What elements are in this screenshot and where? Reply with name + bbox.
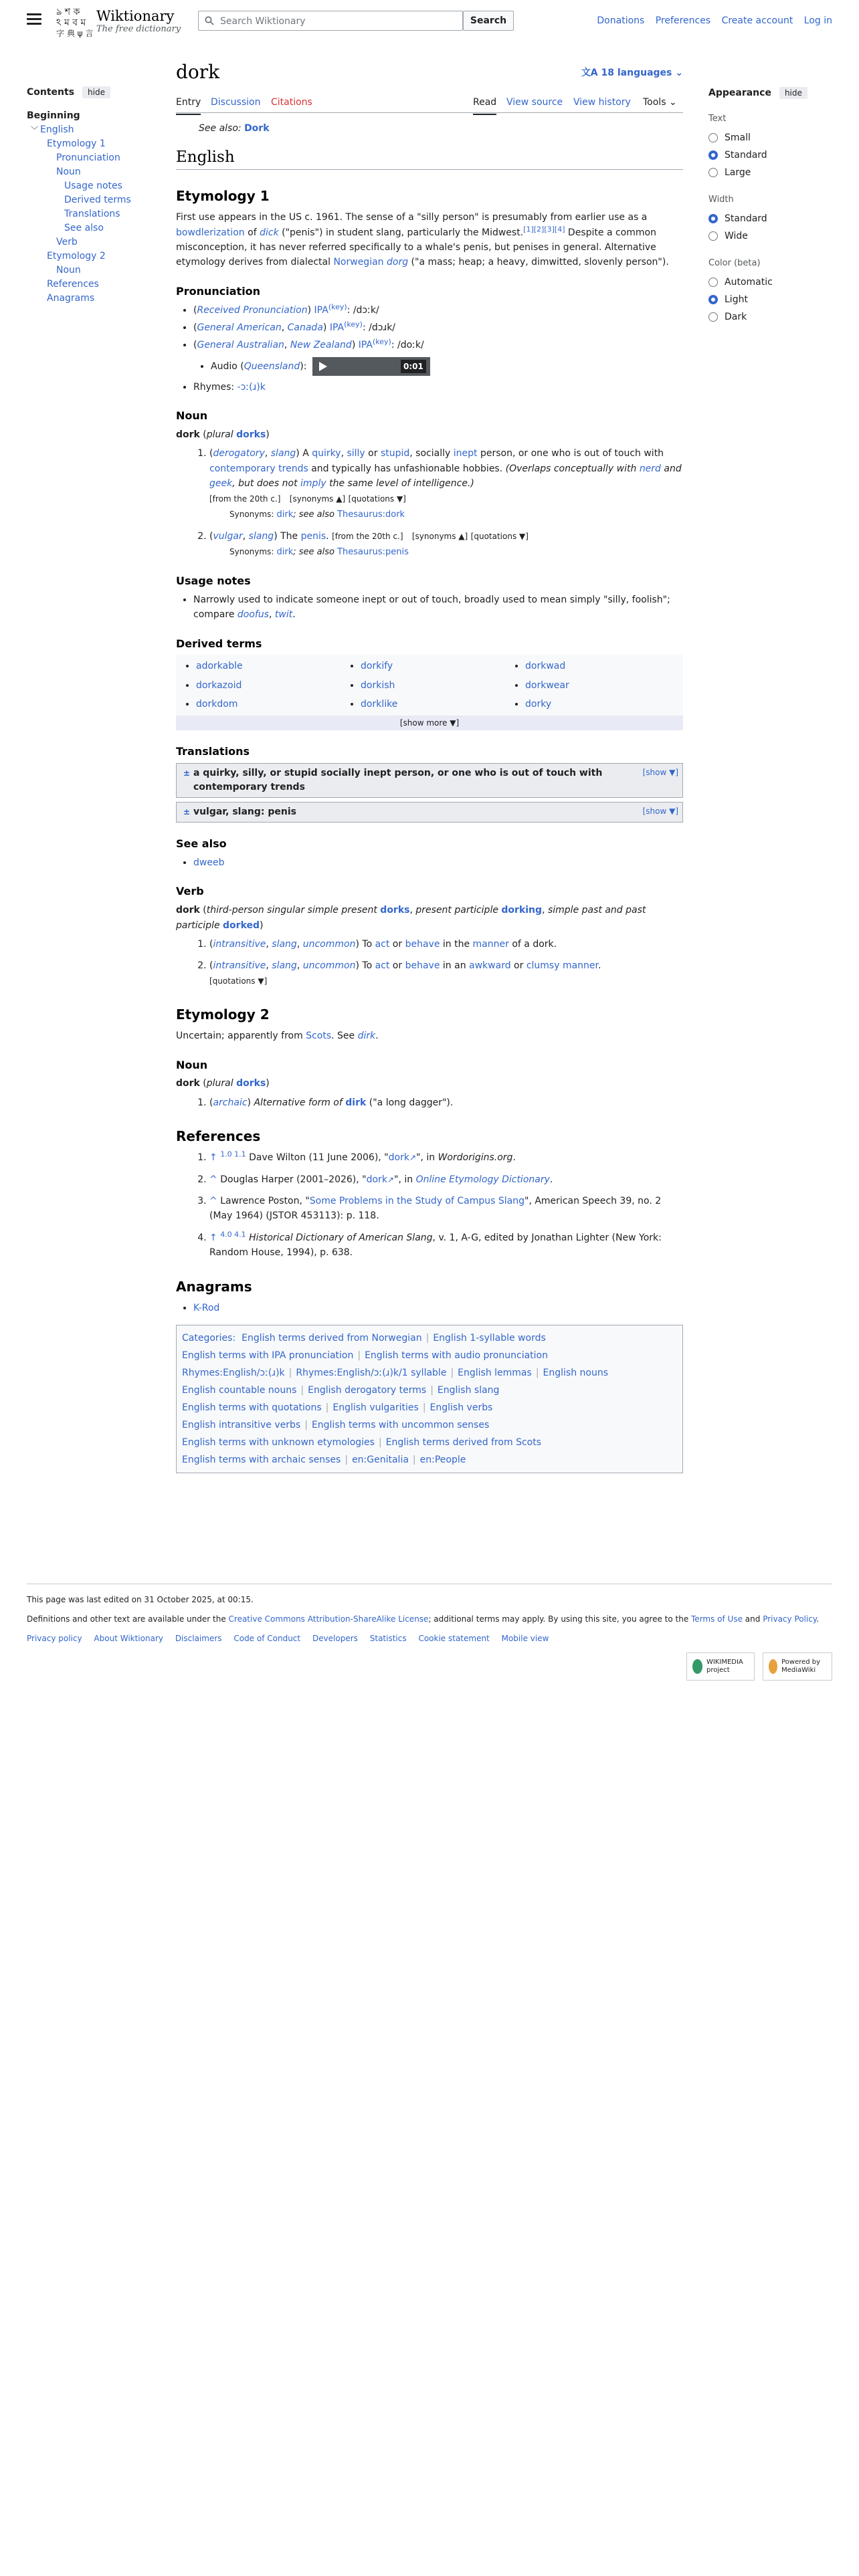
slang-link[interactable]: slang	[272, 939, 297, 950]
see-also-hatnote	[199, 121, 683, 136]
category-link[interactable]: English nouns	[543, 1367, 609, 1378]
etymology-1-text: First use appears in the US c. 1961. The sense of a "silly person" is presumably from earlier use as a bowdlerization of dick ("penis") in student slang, particularly the Midwest.[1][2][3][4] Despite a common misconception, it has never referred specifically to a whale's penis, but penises in general. Alternative etymology derives from dialectal Norwegian dorg ("a mass; heap; a heavy, dimwitted, slovenly person").	[176, 212, 669, 268]
create-account-link[interactable]: Create account	[721, 15, 793, 26]
footer-link[interactable]: Privacy policy	[27, 1634, 82, 1644]
derived-term-link[interactable]: dorkdom	[196, 699, 238, 710]
derived-term-link[interactable]: dorkwad	[525, 661, 566, 672]
thesaurus-penis-link[interactable]: Thesaurus:penis	[337, 547, 409, 558]
rp-link[interactable]: Received Pronunciation	[197, 304, 308, 316]
ipa-link[interactable]: IPA	[314, 304, 328, 316]
nerd-link[interactable]: nerd	[639, 463, 661, 474]
search-box	[198, 11, 463, 31]
svg-text:字 典 ψ 言: 字 典 ψ 言	[56, 29, 94, 38]
wikimedia-badge[interactable]: WIKIMEDIA project	[686, 1652, 755, 1681]
dweeb-link[interactable]: dweeb	[193, 857, 225, 869]
derived-term-link[interactable]: dorkify	[361, 661, 393, 672]
ipa-rp: /dɔːk/	[353, 304, 379, 316]
appearance-title: Appearance	[708, 88, 771, 98]
behave-link[interactable]: behave	[405, 939, 440, 950]
reference-1: 1. ↑ $^{1.0 1.1}$ Dave Wilton (11 June 2006), "dork↗", in Wordorigins.org.	[209, 1150, 683, 1165]
backlink-numbers[interactable]: 4.0 4.1	[220, 1230, 246, 1239]
wikimedia-logo-icon	[692, 1659, 702, 1674]
toc-item-beginning[interactable]: Beginning	[27, 110, 80, 121]
references-heading: References	[176, 1128, 261, 1145]
etymology-2-heading: Etymology 2	[176, 1006, 270, 1023]
synonyms-line: Synonyms: dirk; see also Thesaurus:penis	[229, 547, 409, 558]
verb-definitions	[176, 937, 683, 988]
imply-link[interactable]: imply	[300, 478, 326, 490]
anagrams-heading: Anagrams	[176, 1278, 252, 1295]
category-link[interactable]: English terms with uncommon senses	[311, 1419, 490, 1430]
tab-citations[interactable]: Citations	[271, 97, 312, 108]
dick-link[interactable]: dick	[260, 227, 279, 238]
ga-link[interactable]: General American	[197, 322, 282, 334]
act-link[interactable]: act	[375, 939, 390, 950]
backlink[interactable]: ↑	[209, 1152, 217, 1164]
usage-notes-heading: Usage notes	[176, 574, 251, 587]
derived-term-link[interactable]: dorkish	[361, 679, 395, 691]
dorks-link[interactable]: dorks	[236, 429, 266, 440]
site-title[interactable]: Wiktionary	[96, 8, 175, 24]
tab-read[interactable]: Read	[473, 95, 496, 115]
wiktionary-logo[interactable]	[55, 4, 94, 40]
footer-link[interactable]: Statistics	[369, 1634, 407, 1644]
derived-term-link[interactable]: dorkazoid	[196, 679, 242, 691]
toc-hide-button[interactable]: hide	[82, 86, 110, 98]
toc-item-derived-terms[interactable]: Derived terms	[64, 195, 131, 205]
see-also-link[interactable]: Dork	[244, 123, 270, 134]
category-link[interactable]: English terms derived from Scots	[385, 1436, 542, 1448]
derived-term-link[interactable]: dorklike	[361, 699, 398, 710]
chevron-down-icon: ⌄	[672, 68, 683, 78]
ipa-ga: /dɔɹk/	[369, 322, 396, 334]
audio-duration: 0:01	[401, 360, 426, 373]
definition-1: 1. (archaic) Alternative form of dirk ("a long dagger").	[209, 1095, 683, 1110]
dirk-link[interactable]: dirk	[276, 509, 294, 520]
list-item: • (Received Pronunciation) $IPA^{(key)}$: /dɔːk/	[193, 303, 683, 318]
reference-3: 3. ^ Lawrence Poston, "Some Problems in the Study of Campus Slang", American Speech 39, no. 2 (May 1964) (JSTOR 453113): p. 118.	[209, 1194, 683, 1224]
text-size-group	[708, 112, 842, 181]
toc-item-noun-2[interactable]: Noun	[56, 265, 81, 276]
backlink[interactable]: ^	[209, 1174, 217, 1185]
tab-view-source[interactable]: View source	[506, 97, 563, 108]
search-input[interactable]	[219, 12, 462, 31]
color-group	[708, 257, 842, 326]
geek-link[interactable]: geek	[209, 478, 233, 490]
reference-2: 2. ^ Douglas Harper (2001–2026), "dork↗", in Online Etymology Dictionary.	[209, 1172, 683, 1187]
pronunciation-heading: Pronunciation	[176, 284, 261, 298]
tab-entry[interactable]: Entry	[176, 95, 201, 115]
clumsy-link[interactable]: clumsy	[526, 960, 560, 972]
category-link[interactable]: English terms derived from Norwegian	[242, 1332, 422, 1344]
svg-text:ঽ ম ব ম: ঽ ম ব ম	[56, 17, 86, 28]
noun-heading: Noun	[176, 409, 208, 423]
list-item	[193, 855, 683, 870]
category-link[interactable]: English derogatory terms	[308, 1384, 427, 1396]
backlink-numbers[interactable]: 1.0 1.1	[220, 1150, 246, 1159]
category-link[interactable]: English countable nouns	[182, 1384, 297, 1396]
search-button[interactable]: Search	[463, 11, 514, 31]
slang-link[interactable]: slang	[270, 448, 296, 459]
au-link[interactable]: General Australian	[197, 340, 284, 351]
footer-links	[27, 1632, 832, 1645]
manner-link[interactable]: manner	[562, 960, 599, 972]
log-in-link[interactable]: Log in	[803, 15, 832, 26]
usage-notes-list	[176, 593, 683, 623]
translation-gloss: vulgar, slang: penis	[193, 807, 296, 818]
category-link[interactable]: Rhymes:English/ɔː(ɹ)k	[182, 1367, 285, 1378]
chevron-down-icon: ⌄	[668, 97, 677, 108]
dorg-link[interactable]: dorg	[387, 257, 409, 268]
intransitive-link[interactable]: intransitive	[213, 939, 266, 950]
category-link[interactable]: en:People	[419, 1454, 466, 1465]
definition-2: 2. (intransitive, slang, uncommon) To act or behave in an awkward or clumsy manner. [quotations ▼]	[209, 958, 683, 988]
verb-heading: Verb	[176, 885, 204, 898]
dorking-link[interactable]: dorking	[501, 905, 543, 916]
footer-link[interactable]: Disclaimers	[175, 1634, 222, 1644]
language-heading: English	[176, 148, 683, 170]
main-menu-icon[interactable]	[27, 13, 41, 25]
license-text: Definitions and other text are available under the Creative Commons Attribution-ShareAlike License; additional terms may apply. By using this site, you agree to the Terms of Use and Privacy Policy.	[27, 1614, 820, 1624]
stupid-link[interactable]: stupid	[380, 448, 410, 459]
translate-icon: 文A	[581, 68, 601, 78]
slang-link[interactable]: slang	[248, 530, 274, 542]
toc-item-pronunciation[interactable]: Pronunciation	[56, 152, 120, 163]
width-group	[708, 193, 842, 245]
external-link-icon: ↗	[409, 1153, 417, 1163]
quirky-link[interactable]: quirky	[312, 448, 341, 459]
verb-headword-line: dork (third-person singular simple present dorks, present participle dorking, simple past and past participle dorked)	[176, 905, 646, 931]
intransitive-link[interactable]: intransitive	[213, 960, 266, 972]
synonyms-toggle[interactable]: [synonyms ▲]	[411, 531, 468, 541]
references-list	[176, 1150, 683, 1260]
noun-2-headword-line: dork (plural dorks)	[176, 1078, 270, 1089]
derogatory-link[interactable]: derogatory	[213, 448, 265, 459]
ipa-au: /doːk/	[397, 340, 424, 351]
categories-box: Categories: English terms derived from Norwegian | English 1-syllable words English terms with IPA pronunciation | English terms with audio pronunciation Rhymes:English/ɔː(ɹ)k | Rhymes:English/ɔː(ɹ)k/1 syllable | English lemmas | English nouns English countable nouns | English derogatory terms | English slang English terms with quotations | English vulgarities | English verbs English intransitive verbs | English terms with uncommon senses English terms with unknown etymologies | English terms derived from Scots English terms with archaic senses | en:Genitalia | en:People	[176, 1325, 683, 1473]
canada-link[interactable]: Canada	[287, 322, 323, 334]
definition-2: 2. (vulgar, slang) The penis. [from the 20th c.] [synonyms ▲] [quotations ▼] Synonyms: dirk; see also Thesaurus:penis	[209, 529, 683, 560]
category-link[interactable]: English intransitive verbs	[182, 1419, 301, 1430]
toc-item-anagrams[interactable]: Anagrams	[47, 293, 95, 304]
date-note: [from the 20th c.]	[209, 494, 281, 504]
show-more-button[interactable]: [show more ▼]	[176, 716, 683, 730]
category-link[interactable]: English vulgarities	[332, 1402, 419, 1413]
footer-link[interactable]: About Wiktionary	[94, 1634, 163, 1644]
etymology-2-text: Uncertain; apparently from Scots. See dirk.	[176, 1031, 379, 1042]
queensland-link[interactable]: Queensland	[244, 360, 300, 372]
backlink[interactable]: ↑	[209, 1232, 217, 1243]
quotations-toggle[interactable]: [quotations ▼]	[209, 976, 268, 986]
noun-2-definitions	[176, 1095, 683, 1110]
footer-link[interactable]: Code of Conduct	[233, 1634, 301, 1644]
category-link[interactable]: English 1-syllable words	[433, 1332, 546, 1344]
thesaurus-dork-link[interactable]: Thesaurus:dork	[337, 509, 405, 520]
edit-star-icon[interactable]: ±	[183, 768, 191, 778]
noun-definitions	[176, 446, 683, 560]
last-edited: This page was last edited on 31 October 2025, at 00:15.	[27, 1595, 254, 1604]
backlink[interactable]: ^	[209, 1195, 217, 1206]
toc-item-english[interactable]: English	[40, 124, 74, 135]
toc-item-verb[interactable]: Verb	[56, 237, 78, 247]
tools-label: Tools	[643, 97, 666, 108]
color-light-radio[interactable]: Light	[708, 291, 842, 308]
dorks-verb-link[interactable]: dorks	[380, 905, 410, 916]
category-link[interactable]: en:Genitalia	[352, 1454, 409, 1465]
external-link-icon: ↗	[387, 1174, 394, 1184]
category-link[interactable]: English terms with unknown etymologies	[182, 1436, 375, 1448]
ref-2-link[interactable]: dork	[366, 1174, 387, 1185]
vulgar-link[interactable]: vulgar	[213, 530, 243, 542]
dirk-link[interactable]: dirk	[345, 1097, 367, 1108]
list-item	[193, 1301, 683, 1315]
uncommon-link[interactable]: uncommon	[302, 939, 356, 950]
tools-menu[interactable]	[643, 95, 677, 110]
dirk-link[interactable]: dirk	[276, 547, 294, 558]
categories-label[interactable]: Categories:	[182, 1332, 236, 1344]
width-label: Width	[708, 195, 734, 205]
dorked-link[interactable]: dorked	[223, 920, 260, 931]
footer-link[interactable]: Developers	[312, 1634, 358, 1644]
anagrams-list	[176, 1301, 683, 1315]
synonyms-line: Synonyms: dirk; see also Thesaurus:dork	[229, 509, 405, 520]
manner-link[interactable]: manner	[472, 939, 509, 950]
toc-item-usage-notes[interactable]: Usage notes	[64, 181, 122, 191]
text-size-large-radio[interactable]: Large	[708, 164, 842, 181]
license-link[interactable]: Creative Commons Attribution-ShareAlike License	[228, 1614, 429, 1624]
svg-text:ঌ শ ক: ঌ শ ক	[56, 7, 80, 17]
appearance-hide-button[interactable]: hide	[779, 87, 807, 99]
privacy-policy-link[interactable]: Privacy Policy	[763, 1614, 817, 1624]
language-selector[interactable]	[581, 66, 683, 80]
page-title: dork	[176, 61, 220, 83]
scots-link[interactable]: Scots	[306, 1031, 332, 1042]
derived-terms-heading: Derived terms	[176, 637, 262, 650]
list-item: • Narrowly used to indicate someone inept or out of touch, broadly used to mean simply "silly, foolish"; compare doofus, twit.	[193, 593, 683, 623]
text-size-label: Text	[708, 114, 727, 124]
contemporary-trends-link[interactable]: contemporary trends	[209, 463, 308, 474]
ipa-link[interactable]: IPA	[358, 340, 373, 351]
see-also-list	[176, 855, 683, 870]
bowdlerization-link[interactable]: bowdlerization	[176, 227, 245, 238]
color-automatic-radio[interactable]: Automatic	[708, 274, 842, 291]
awkward-link[interactable]: awkward	[469, 960, 511, 972]
toc-item-etymology-1[interactable]: Etymology 1	[47, 138, 106, 149]
ipa-key-link[interactable]: (key)	[373, 337, 391, 346]
norwegian-link[interactable]: Norwegian	[333, 257, 384, 268]
edit-star-icon[interactable]: ±	[183, 807, 191, 817]
toc-item-references[interactable]: References	[47, 279, 99, 290]
derived-term-link[interactable]: dorky	[525, 699, 552, 710]
etymonline-link[interactable]: Online Etymology Dictionary	[415, 1174, 550, 1185]
category-link[interactable]: English terms with archaic senses	[182, 1454, 341, 1465]
twit-link[interactable]: twit	[274, 609, 293, 621]
footer-link[interactable]: Cookie statement	[418, 1634, 490, 1644]
inept-link[interactable]: inept	[453, 448, 478, 459]
text-size-small-radio[interactable]: Small	[708, 129, 842, 146]
category-link[interactable]: English slang	[437, 1384, 500, 1396]
rhymes-link[interactable]: -ɔː(ɹ)k	[237, 381, 266, 393]
toc-item-etymology-2[interactable]: Etymology 2	[47, 251, 106, 261]
behave-link[interactable]: behave	[405, 960, 440, 972]
text-size-standard-radio[interactable]: Standard	[708, 146, 842, 164]
category-link[interactable]: English terms with audio pronunciation	[365, 1350, 548, 1361]
noun-2-heading: Noun	[176, 1058, 208, 1071]
quotations-toggle[interactable]: [quotations ▼]	[348, 494, 406, 504]
page-tabs	[176, 90, 683, 113]
definition-1: 1. (intransitive, slang, uncommon) To act or behave in the manner of a dork.	[209, 937, 683, 952]
category-link[interactable]: English verbs	[430, 1402, 493, 1413]
act-link[interactable]: act	[375, 960, 390, 972]
derived-term-link[interactable]: dorkwear	[525, 679, 569, 691]
mediawiki-badge[interactable]: Powered by MediaWiki	[763, 1652, 832, 1681]
derived-term-link[interactable]: adorkable	[196, 661, 243, 672]
width-standard-radio[interactable]: Standard	[708, 210, 842, 227]
translation-gloss: a quirky, silly, or stupid socially inept person, or one who is out of touch with contemporary trends	[193, 768, 603, 793]
reference-links[interactable]: [1][2][3][4]	[523, 225, 565, 234]
list-item: • Rhymes: -ɔː(ɹ)k	[193, 380, 683, 395]
synonyms-toggle[interactable]: [synonyms ▲]	[289, 494, 346, 504]
list-item: • (General Australian, New Zealand) $IPA^{(key)}$: /doːk/ • Audio (Queensland): 0:01	[193, 338, 683, 375]
table-of-contents	[27, 86, 161, 306]
see-also-label: See also:	[199, 123, 242, 134]
terms-link[interactable]: Terms of Use	[691, 1614, 743, 1624]
dorks-link[interactable]: dorks	[236, 1078, 266, 1089]
tab-view-history[interactable]: View history	[573, 97, 631, 108]
doofus-link[interactable]: doofus	[237, 609, 270, 621]
list-item: • (General American, Canada) $IPA^{(key)}$: /dɔɹk/	[193, 320, 683, 335]
donations-link[interactable]: Donations	[597, 15, 645, 26]
silly-link[interactable]: silly	[347, 448, 365, 459]
definition-1: 1. (derogatory, slang) A quirky, silly or stupid, socially inept person, or one who is out of touch with contemporary trends and typically has unfashionable hobbies. (Overlaps conceptually with nerd and geek, but does not imply the same level of intelligence.) [from the 20th c.] [synonyms ▲] [quotations ▼] Synonyms: dirk; see also Thesaurus:dork	[209, 446, 683, 522]
ipa-link[interactable]: IPA	[329, 322, 345, 334]
ipa-key-link[interactable]: (key)	[328, 302, 347, 311]
play-icon[interactable]	[319, 362, 327, 371]
pronunciation-list	[176, 303, 683, 395]
ref-1-link[interactable]: dork	[388, 1152, 409, 1164]
category-link[interactable]: English terms with IPA pronunciation	[182, 1350, 354, 1361]
reference-4: 4. ↑ $^{4.0 4.1}$ Historical Dictionary of American Slang, v. 1, A-G, edited by Jonathan Lighter (New York: Random House, 1994), p. 638.	[209, 1230, 683, 1261]
k-rod-link[interactable]: K-Rod	[193, 1302, 220, 1313]
toc-item-translations[interactable]: Translations	[64, 209, 120, 219]
site-tagline: The free dictionary	[96, 24, 181, 34]
toc-item-see-also[interactable]: See also	[64, 223, 104, 233]
archaic-link[interactable]: archaic	[213, 1097, 248, 1108]
translations-heading: Translations	[176, 745, 250, 758]
preferences-link[interactable]: Preferences	[655, 15, 711, 26]
noun-headword-line: dork (plural dorks)	[176, 429, 270, 440]
date-note: [from the 20th c.]	[332, 531, 403, 541]
personal-tools	[589, 13, 832, 28]
derived-terms-box	[176, 655, 683, 730]
main-content	[176, 59, 683, 1473]
mediawiki-logo-icon	[769, 1659, 777, 1674]
toc-title: Contents	[27, 87, 75, 98]
color-label: Color (beta)	[708, 257, 761, 268]
footer-link[interactable]: Mobile view	[501, 1634, 549, 1644]
tab-discussion[interactable]: Discussion	[211, 97, 261, 108]
show-toggle[interactable]: [show ▼]	[642, 768, 678, 778]
uncommon-link[interactable]: uncommon	[302, 960, 356, 972]
chevron-down-icon[interactable]: ﹀	[31, 126, 38, 134]
color-dark-radio[interactable]: Dark	[708, 308, 842, 326]
category-link[interactable]: English terms with quotations	[182, 1402, 322, 1413]
penis-link[interactable]: penis	[300, 530, 326, 542]
nz-link[interactable]: New Zealand	[290, 340, 352, 351]
languages-label: 18 languages	[601, 68, 672, 78]
ipa-key-link[interactable]: (key)	[344, 320, 363, 329]
slang-link[interactable]: slang	[272, 960, 297, 972]
category-link[interactable]: English lemmas	[458, 1367, 532, 1378]
see-also-heading: See also	[176, 837, 227, 851]
audio-player[interactable]	[312, 357, 430, 376]
audio-item: • Audio (Queensland): 0:01	[211, 357, 683, 376]
ref-3-link[interactable]: Some Problems in the Study of Campus Slang	[309, 1195, 524, 1206]
width-wide-radio[interactable]: Wide	[708, 227, 842, 245]
etymology-1-heading: Etymology 1	[176, 188, 270, 205]
translation-box-2[interactable]	[176, 802, 683, 823]
site-header	[0, 0, 859, 44]
quotations-toggle[interactable]: [quotations ▼]	[470, 531, 529, 541]
translation-box-1[interactable]	[176, 763, 683, 798]
search-icon	[205, 16, 214, 25]
category-link[interactable]: Rhymes:English/ɔː(ɹ)k/1 syllable	[296, 1367, 447, 1378]
dirk-link[interactable]: dirk	[357, 1031, 376, 1042]
appearance-panel	[708, 86, 842, 326]
toc-item-noun[interactable]: Noun	[56, 167, 81, 177]
page-footer	[27, 1584, 832, 1674]
show-toggle[interactable]: [show ▼]	[642, 807, 678, 817]
